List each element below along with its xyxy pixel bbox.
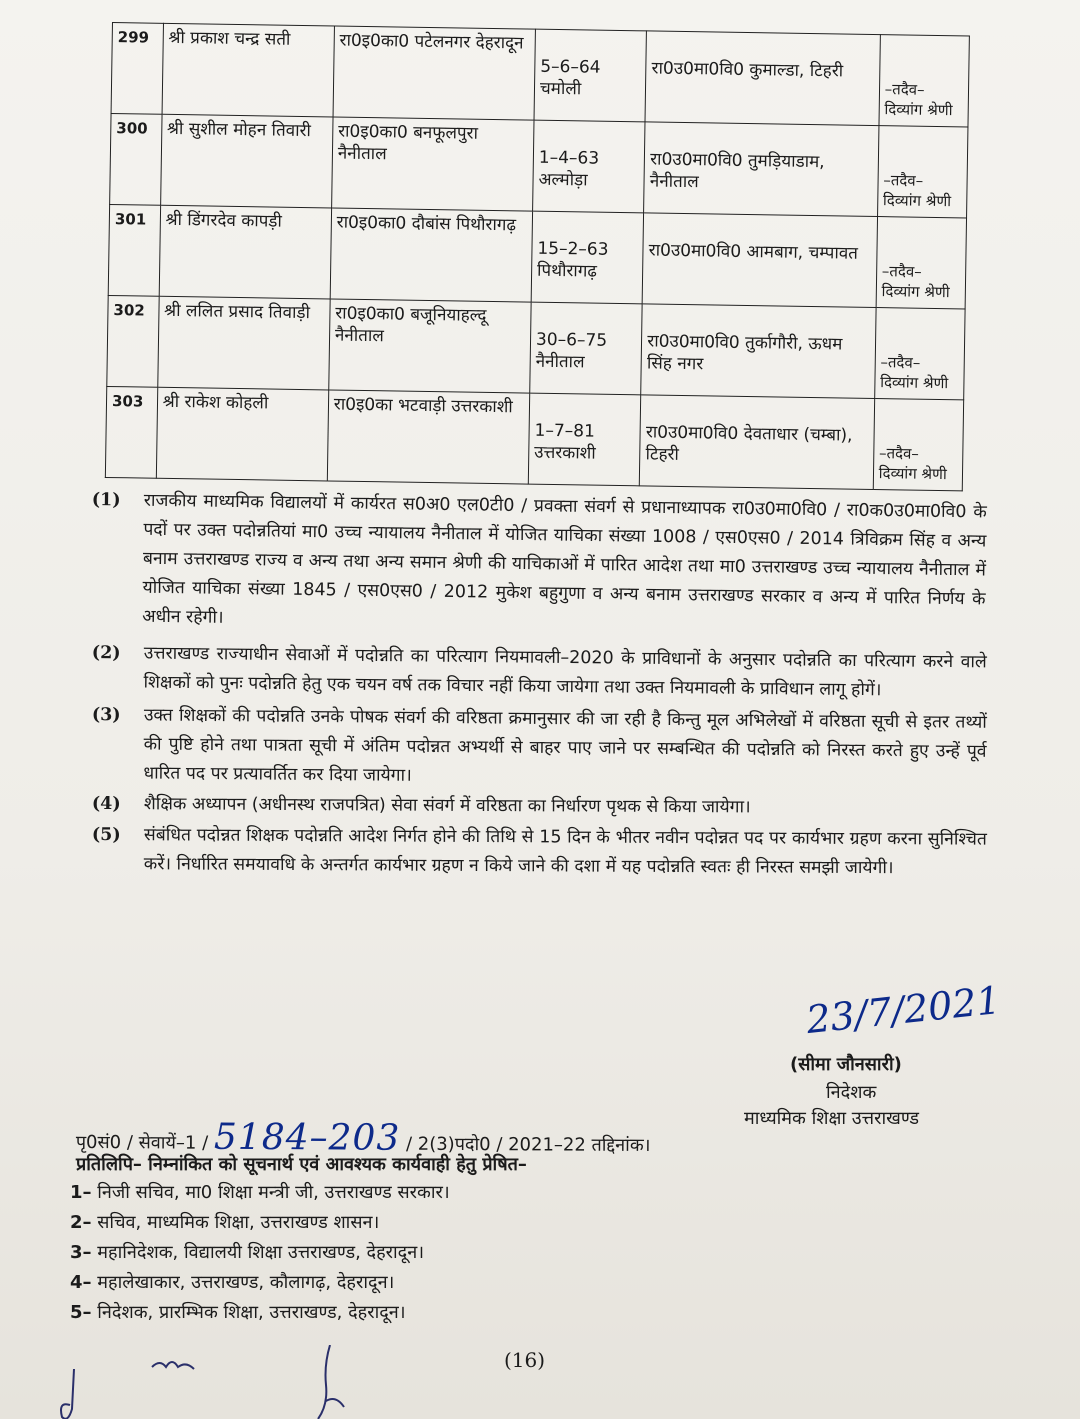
table-row [111,23,969,127]
list-item [70,1268,450,1298]
category-cell: –तदैव– दिव्यांग श्रेणी [876,217,967,309]
condition-text: उत्तराखण्ड राज्याधीन सेवाओं में पदोन्नति का परित्याग नियमावली–2020 के प्राविधानों के अनुसार पदोन्नति का परित्याग करने वाले शिक्षकों को पुनः पदोन्नति हेतु एक चयन वर्ष तक विचार नहीं किया जायेगा तथा उक्त नियमावली के प्राविधान लागू होगें। [143,643,987,701]
serial-cell: 302 [107,295,159,387]
list-item-text: निदेशक, प्रारम्भिक शिक्षा, उत्तराखण्ड, देहरादून। [97,1302,406,1323]
condition-item [90,486,987,643]
dob-district-cell: 1–4–63 अल्मोड़ा [533,120,646,213]
list-item [70,1298,450,1328]
new-school-cell: रा0उ0मा0वि0 देवताधार (चम्बा), टिहरी [640,395,875,490]
current-school-cell: रा0इ0का0 दौबांस पिथौरागढ़ [330,208,533,302]
list-item [70,1208,450,1238]
category-cell: –तदैव– दिव्यांग श्रेणी [874,308,965,400]
condition-number: (3) [91,704,121,726]
new-school-cell: रा0उ0मा0वि0 आमबाग, चम्पावत [642,213,877,308]
condition-item [91,701,987,796]
serial-cell: 301 [108,204,160,296]
new-school-cell: रा0उ0मा0वि0 कुमाल्डा, टिहरी [645,31,880,126]
dob-district-cell: 15–2–63 पिथौरागढ़ [531,211,644,304]
conditions-list [92,486,987,881]
list-item-number: 1– [70,1182,92,1203]
signatory-title: निदेशक [826,1082,877,1103]
page-number: (16) [504,1348,546,1372]
name-cell: श्री सुशील मोहन तिवारी [160,114,333,208]
table-row [105,386,963,490]
new-school-cell: रा0उ0मा0वि0 तुर्कागौरी, ऊधम सिंह नगर [641,304,876,399]
condition-text: राजकीय माध्यमिक विद्यालयों में कार्यरत स0अ0 एल0टी0 / प्रवक्ता संवर्ग से प्रधानाध्यापक रा0उ0मा0वि0 / रा0क0उ0मा0वि0 के पदों पर उक्त पदोन्नतियां मा0 उच्च न्यायालय नैनीताल में योजित याचिका संख्या 1008 / एस0एस0 / 2014 त्रिविक्रम सिंह व अन्य बनाम उत्तराखण्ड राज्य व अन्य तथा अन्य समान श्रेणी की याचिकाओं में पारित आदेश तथा मा0 उत्तराखण्ड उच्च न्यायालय नैनीताल में योजित याचिका संख्या 1845 / एस0एस0 / 2012 मुकेश बहुगुणा व अन्य बनाम उत्तराखण्ड सरकार व अन्य में पारित निर्णय के अधीन रहेगी। [142,490,987,628]
category-cell: –तदैव– दिव्यांग श्रेणी [873,399,964,491]
category-cell: –तदैव– दिव्यांग श्रेणी [879,35,970,127]
condition-text: संबंधित पदोन्नत शिक्षक पदोन्नति आदेश निर्गत होने की तिथि से 15 दिन के भीतर नवीन पदोन्नत पद पर कार्यभार ग्रहण करना सुनिश्चित करें। निर्धारित समयावधि के अन्तर्गत कार्यभार ग्रहण न किये जाने की दशा में यह पदोन्नति स्वतः ही निरस्त समझी जायेगी। [143,825,987,879]
list-item [70,1178,450,1208]
condition-number: (2) [91,642,121,664]
name-cell: श्री डिंगरदेव कापड़ी [159,205,332,299]
condition-number: (4) [91,793,121,815]
current-school-cell: रा0इ0का भटवाड़ी उत्तरकाशी [327,390,530,484]
serial-cell: 299 [111,23,163,115]
list-item-number: 2– [70,1212,92,1233]
current-school-cell: रा0इ0का0 बजूनियाहल्दू नैनीताल [329,299,532,393]
reference-prefix: पृ0सं0 / सेवायें–1 / [75,1131,209,1154]
promotion-table [105,22,970,491]
list-item [70,1238,450,1268]
copy-heading: प्रतिलिपि– निम्नांकित को सूचनार्थ एवं आवश्यक कार्यवाही हेतु प्रेषित– [76,1154,527,1175]
handwritten-initials-scribble [40,1345,400,1419]
condition-item [92,821,987,884]
list-item-text: महानिदेशक, विद्यालयी शिक्षा उत्तराखण्ड, देहरादून। [97,1242,425,1263]
condition-text: उक्त शिक्षकों की पदोन्नति उनके पोषक संवर्ग की वरिष्ठता क्रमानुसार की जा रही है किन्तु मूल अभिलेखों में वरिष्ठता सूची से इतर तथ्यों की पुष्टि होने तथा पात्रता सूची में अंतिम पदोन्नत अभ्यर्थी से बाहर पाए जाने पर सम्बन्धित की पदोन्नति को निरस्त करते हुए उन्हें पूर्व धारित पद पर प्रत्यावर्तित कर दिया जायेगा। [143,705,987,786]
dob-district-cell: 30–6–75 नैनीताल [530,302,643,395]
list-item-text: निजी सचिव, मा0 शिक्षा मन्त्री जी, उत्तराखण्ड सरकार। [97,1182,450,1203]
copy-recipient-list [70,1178,450,1328]
serial-cell: 300 [110,113,162,205]
list-item-text: सचिव, माध्यमिक शिक्षा, उत्तराखण्ड शासन। [97,1212,380,1233]
serial-cell: 303 [105,386,157,478]
name-cell: श्री ललित प्रसाद तिवाड़ी [157,296,330,390]
current-school-cell: रा0इ0का0 पटेलनगर देहरादून [333,26,536,120]
condition-item [91,639,987,706]
name-cell: श्री राकेश कोहली [156,387,329,481]
dob-district-cell: 5–6–64 चमोली [534,29,647,122]
condition-number: (5) [91,824,121,846]
condition-number: (1) [91,489,121,511]
condition-text: शैक्षिक अध्यापन (अधीनस्थ राजपत्रित) सेवा संवर्ग में वरिष्ठता का निर्धारण पृथक से किया जायेगा। [143,794,751,818]
table-row [108,204,966,308]
list-item-number: 5– [70,1302,92,1323]
reference-suffix: / 2(3)पदो0 / 2021–22 तद्दिनांक। [405,1133,651,1157]
handwritten-dispatch-number: 5184–203 [213,1116,401,1159]
handwritten-signature-date: 23/7/2021 [804,977,1003,1043]
list-item-text: महालेखाकार, उत्तराखण्ड, कौलागढ़, देहरादून। [97,1272,395,1293]
table-row [110,113,968,217]
dob-district-cell: 1–7–81 उत्तरकाशी [528,393,641,486]
signatory-name: (सीमा जौनसारी) [790,1054,902,1075]
condition-item [92,790,987,824]
category-cell: –तदैव– दिव्यांग श्रेणी [877,126,968,218]
table-row [107,295,965,399]
list-item-number: 3– [70,1242,92,1263]
current-school-cell: रा0इ0का0 बनफूलपुरा नैनीताल [331,117,534,211]
signatory-organization: माध्यमिक शिक्षा उत्तराखण्ड [744,1108,920,1129]
list-item-number: 4– [70,1272,92,1293]
name-cell: श्री प्रकाश चन्द्र सती [162,23,335,117]
new-school-cell: रा0उ0मा0वि0 तुमड़ियाडाम, नैनीताल [644,122,879,217]
